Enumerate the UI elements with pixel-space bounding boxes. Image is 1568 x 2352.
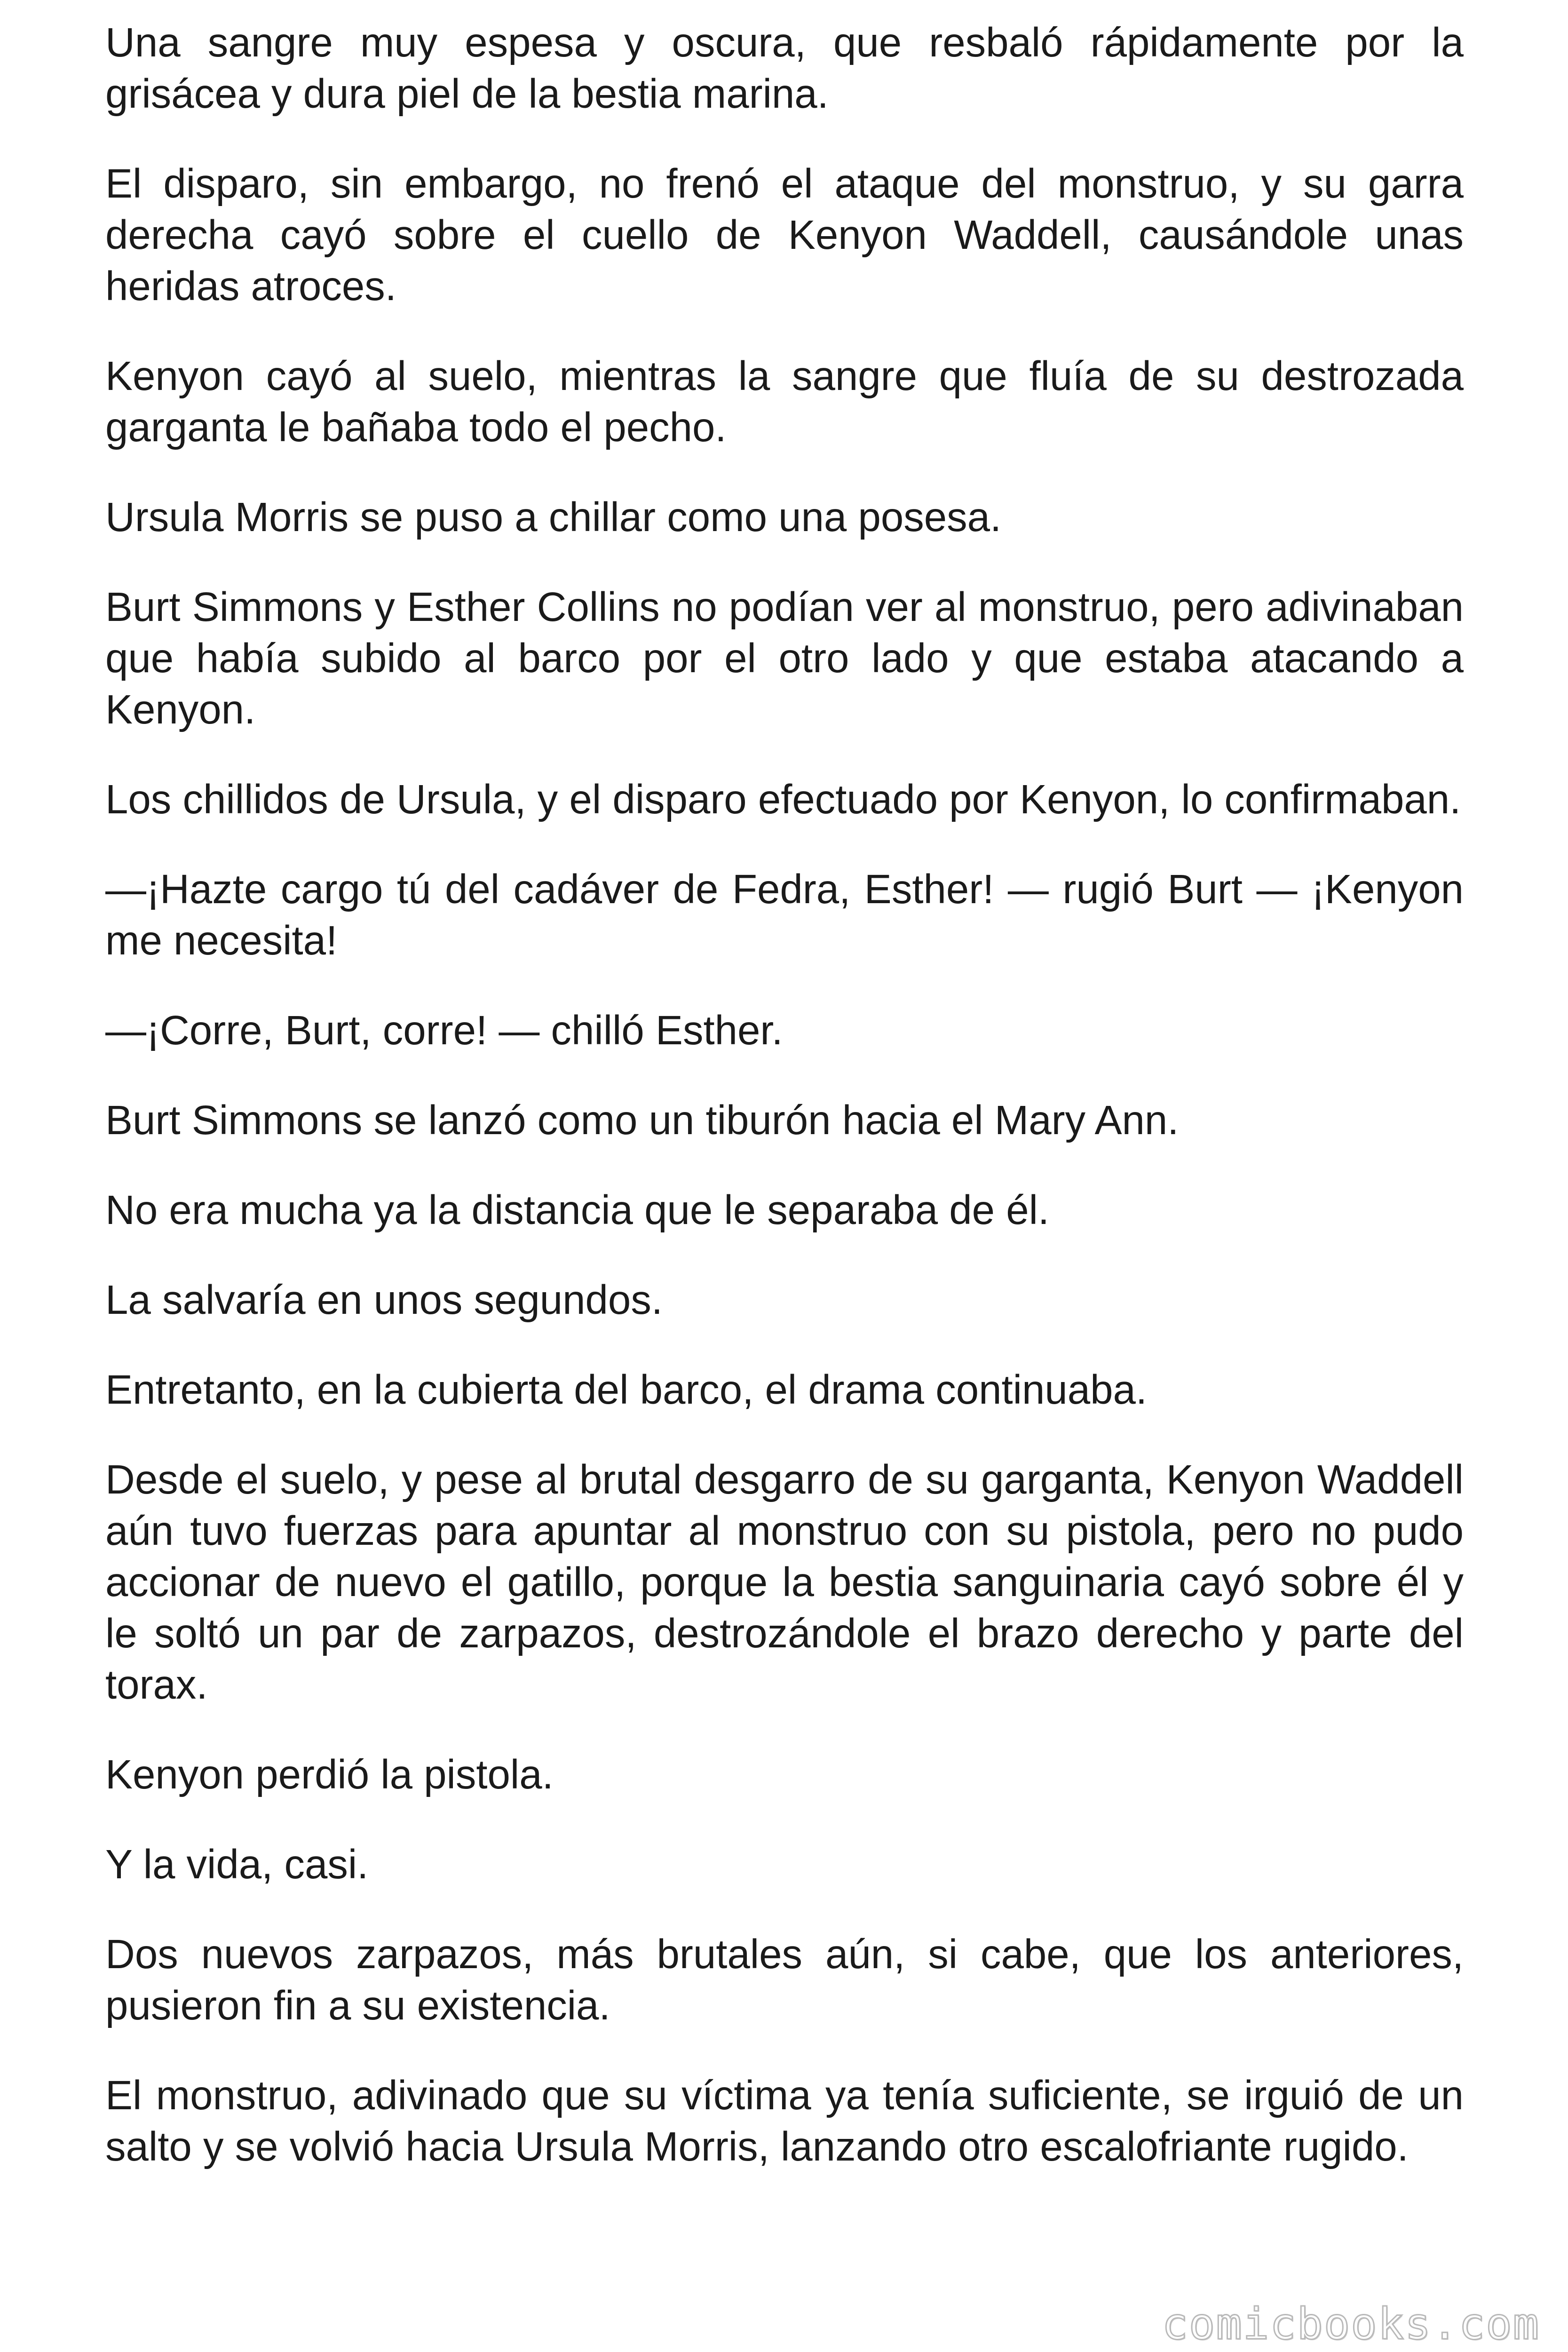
paragraph: —¡Corre, Burt, corre! — chilló Esther. [105, 1008, 783, 1053]
paragraph: No era mucha ya la distancia que le separaba de él. [105, 1187, 1050, 1233]
paragraph: Ursula Morris se puso a chillar como una posesa. [105, 494, 1002, 540]
paragraph: Burt Simmons y Esther Collins no podían ver al monstruo, pero adivinaban que había subido al barco por el otro lado y que estaba atacando a Kenyon. [105, 584, 1464, 732]
paragraph: Entretanto, en la cubierta del barco, el drama continuaba. [105, 1367, 1148, 1413]
paragraph: La salvaría en unos segundos. [105, 1277, 663, 1323]
paragraph: El monstruo, adivinado que su víctima ya tenía suficiente, se irguió de un salto y se volvió hacia Ursula Morris, lanzando otro escalofriante rugido. [105, 2073, 1464, 2169]
paragraph: El disparo, sin embargo, no frenó el ataque del monstruo, y su garra derecha cayó sobre el cuello de Kenyon Waddell, causándole unas heridas atroces. [105, 161, 1464, 309]
paragraph: —¡Hazte cargo tú del cadáver de Fedra, Esther! — rugió Burt — ¡Kenyon me necesita! [105, 866, 1464, 963]
paragraph: Kenyon cayó al suelo, mientras la sangre que fluía de su destrozada garganta le bañaba todo el pecho. [105, 353, 1464, 450]
paragraph: Una sangre muy espesa y oscura, que resbaló rápidamente por la grisácea y dura piel de la bestia marina. [105, 20, 1464, 117]
paragraph: Desde el suelo, y pese al brutal desgarro de su garganta, Kenyon Waddell aún tuvo fuerzas para apuntar al monstruo con su pistola, pero no pudo accionar de nuevo el gatillo, porque la bestia sanguinaria cayó sobre él y le soltó un par de zarpazos, destrozándole el brazo derecho y parte del torax. [105, 1457, 1464, 1708]
paragraph: Burt Simmons se lanzó como un tiburón hacia el Mary Ann. [105, 1097, 1179, 1143]
watermark: comicbooks.com [1162, 2299, 1540, 2349]
paragraph: Dos nuevos zarpazos, más brutales aún, si cabe, que los anteriores, pusieron fin a su existencia. [105, 1931, 1464, 2028]
paragraph: Kenyon perdió la pistola. [105, 1752, 554, 1797]
paragraph: Y la vida, casi. [105, 1842, 369, 1887]
body-text [105, 17, 1464, 2172]
paragraph: Los chillidos de Ursula, y el disparo efectuado por Kenyon, lo confirmaban. [105, 777, 1461, 822]
